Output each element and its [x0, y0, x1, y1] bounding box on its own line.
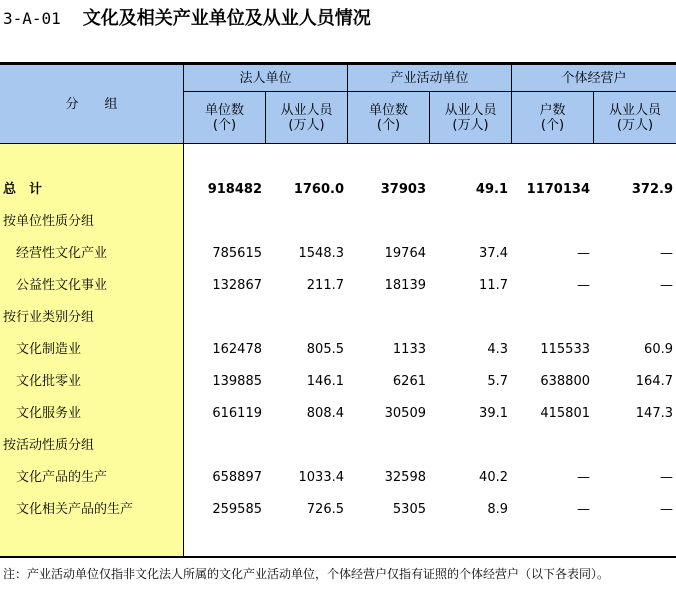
table-cell: 6261 — [392, 374, 426, 389]
table-cell: 147.3 — [635, 406, 673, 421]
col-header: 从业人员 (万人) — [608, 102, 661, 133]
table-cell: 658897 — [212, 470, 262, 485]
table-cell: 1548.3 — [298, 246, 344, 261]
column-divider — [347, 65, 348, 143]
table-cell: 139885 — [212, 374, 262, 389]
table-name: 文化及相关产业单位及从业人员情况 — [82, 8, 371, 29]
table-cell — [266, 206, 344, 238]
table-cell — [266, 430, 344, 462]
table-title — [3, 6, 371, 32]
table-cell — [512, 206, 590, 238]
table-bottom-rule — [0, 556, 676, 558]
table-cell: 37903 — [380, 182, 426, 197]
header-bottom-rule — [0, 143, 676, 144]
data-table — [0, 62, 676, 558]
row-label: 公益性文化事业 — [16, 278, 108, 293]
table-cell: 1033.4 — [298, 470, 344, 485]
table-row — [0, 206, 676, 238]
table-cell — [430, 302, 508, 334]
table-row — [0, 302, 676, 334]
table-cell: 37.4 — [479, 246, 508, 261]
table-cell: 808.4 — [306, 406, 344, 421]
col-header: 单位数 (个) — [204, 102, 244, 133]
table-row — [0, 398, 676, 430]
row-label: 按单位性质分组 — [3, 214, 95, 229]
table-row — [0, 430, 676, 462]
group-header-individual: 个体经营户 — [561, 70, 627, 86]
table-cell: 5305 — [392, 502, 426, 517]
table-cell — [348, 206, 426, 238]
row-label: 文化批零业 — [16, 374, 82, 389]
column-divider — [429, 91, 430, 143]
col-header: 从业人员 (万人) — [444, 102, 497, 133]
table-cell: 638800 — [540, 374, 590, 389]
col-header: 从业人员 (万人) — [280, 102, 333, 133]
table-cell: — — [577, 502, 590, 517]
table-cell — [266, 302, 344, 334]
row-label: 文化产品的生产 — [16, 470, 108, 485]
table-cell: 726.5 — [306, 502, 344, 517]
table-cell: 11.7 — [479, 278, 508, 293]
column-divider — [593, 91, 594, 143]
table-cell — [512, 302, 590, 334]
table-row — [0, 366, 676, 398]
table-row — [0, 334, 676, 366]
table-cell: 4.3 — [487, 342, 508, 357]
table-cell: 805.5 — [306, 342, 344, 357]
table-cell — [512, 430, 590, 462]
table-cell: 49.1 — [475, 182, 508, 197]
table-cell — [348, 430, 426, 462]
group-header-activity: 产业活动单位 — [390, 70, 469, 86]
table-cell: 39.1 — [479, 406, 508, 421]
row-label: 按活动性质分组 — [3, 438, 95, 453]
table-cell: 372.9 — [631, 182, 673, 197]
table-cell: 30509 — [384, 406, 426, 421]
table-cell: 40.2 — [479, 470, 508, 485]
table-cell — [184, 430, 262, 462]
table-row — [0, 174, 676, 206]
table-cell: 18139 — [384, 278, 426, 293]
table-cell: 8.9 — [487, 502, 508, 517]
table-cell: 162478 — [212, 342, 262, 357]
row-label: 按行业类别分组 — [3, 310, 95, 325]
table-cell — [430, 206, 508, 238]
table-cell: — — [577, 470, 590, 485]
row-label: 文化服务业 — [16, 406, 82, 421]
table-cell: — — [660, 278, 673, 293]
table-cell — [594, 206, 673, 238]
table-cell: — — [660, 502, 673, 517]
table-cell — [594, 302, 673, 334]
table-cell: 146.1 — [306, 374, 344, 389]
table-cell: 918482 — [207, 182, 262, 197]
col-header: 单位数 (个) — [368, 102, 408, 133]
table-code: 3-A-01 — [3, 9, 61, 28]
table-cell — [184, 302, 262, 334]
table-cell: 60.9 — [644, 342, 673, 357]
table-cell: 5.7 — [487, 374, 508, 389]
table-cell: 32598 — [384, 470, 426, 485]
table-row — [0, 270, 676, 302]
table-cell: 211.7 — [306, 278, 344, 293]
table-cell: 1133 — [392, 342, 426, 357]
table-cell: 164.7 — [635, 374, 673, 389]
stub-header: 分 组 — [65, 96, 118, 112]
table-cell: — — [577, 278, 590, 293]
table-cell: — — [660, 246, 673, 261]
column-divider — [265, 91, 266, 143]
table-footnote: 注：产业活动单位仅指非文化法人所属的文化产业活动单位，个体经营户仅指有证照的个体经营户（以下各表同）。 — [3, 567, 610, 581]
table-cell: 1760.0 — [293, 182, 344, 197]
table-row — [0, 462, 676, 494]
table-cell: 785615 — [212, 246, 262, 261]
table-cell — [430, 430, 508, 462]
group-header-legal: 法人单位 — [239, 70, 292, 86]
table-cell: 115533 — [540, 342, 590, 357]
row-label: 文化制造业 — [16, 342, 82, 357]
row-label: 经营性文化产业 — [16, 246, 108, 261]
col-header: 户数 (个) — [539, 102, 566, 133]
table-cell: 132867 — [212, 278, 262, 293]
header-divider — [183, 91, 676, 92]
table-cell: — — [577, 246, 590, 261]
table-cell: 616119 — [212, 406, 262, 421]
table-cell — [348, 302, 426, 334]
column-divider — [511, 65, 512, 143]
table-cell: 1170134 — [526, 182, 590, 197]
table-row — [0, 238, 676, 270]
table-row — [0, 494, 676, 526]
table-cell: 415801 — [540, 406, 590, 421]
table-cell: — — [660, 470, 673, 485]
table-cell — [594, 430, 673, 462]
row-label: 总 计 — [3, 182, 43, 197]
table-cell — [184, 206, 262, 238]
table-cell: 19764 — [384, 246, 426, 261]
table-cell: 259585 — [212, 502, 262, 517]
row-label: 文化相关产品的生产 — [16, 502, 134, 517]
